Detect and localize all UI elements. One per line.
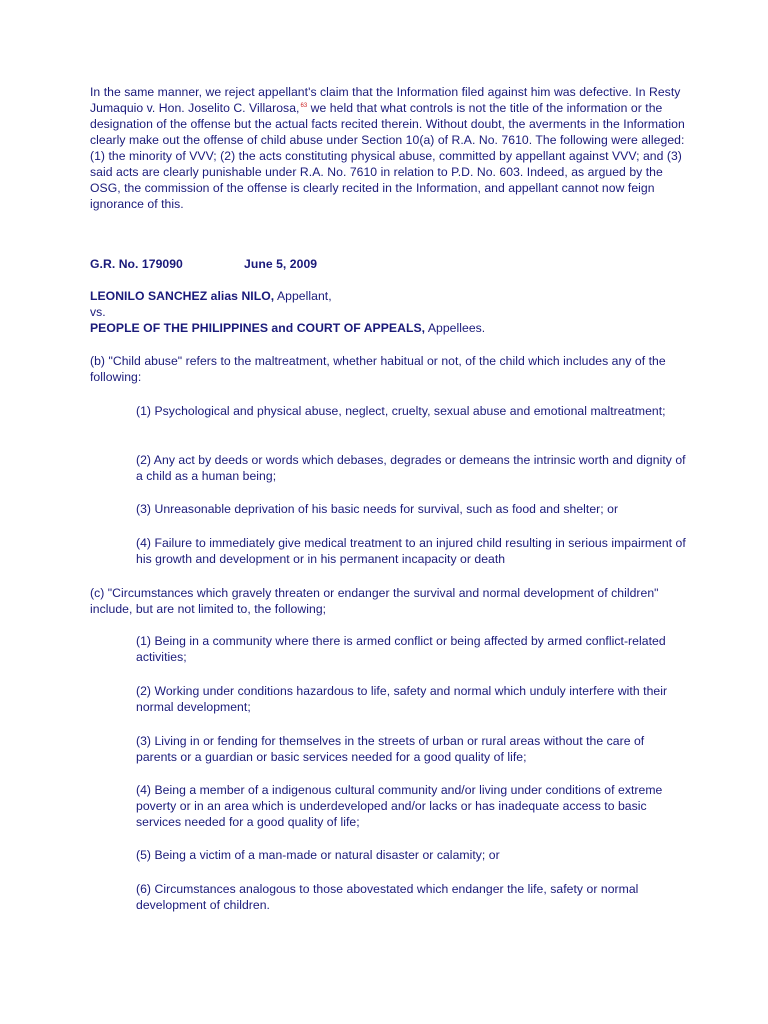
section-c-item: (1) Being in a community where there is armed conflict or being affected by armed conflict-related activities; (136, 634, 666, 664)
parties-block (90, 288, 690, 336)
section-b-item: (1) Psychological and physical abuse, neglect, cruelty, sexual abuse and emotional maltreatment; (136, 404, 666, 418)
appellant-name: LEONILO SANCHEZ alias NILO, (90, 289, 275, 303)
case-header (90, 256, 690, 272)
section-c-intro: (c) "Circumstances which gravely threaten or endanger the survival and normal development of children" include, but are not limited to, the following; (90, 586, 659, 616)
intro-paragraph (90, 84, 690, 212)
appellees-line (90, 320, 690, 336)
section-c-item: (3) Living in or fending for themselves in the streets of urban or rural areas without the care of parents or a guardian or basic services needed for a good quality of life; (136, 734, 645, 764)
section-b-item: (4) Failure to immediately give medical treatment to an injured child resulting in serious impairment of his growth and development or in his permanent incapacity or death (136, 536, 686, 566)
versus-label: vs. (90, 305, 106, 319)
case-date: June 5, 2009 (244, 257, 318, 271)
section-c-item: (4) Being a member of a indigenous cultural community and/or living under conditions of extreme poverty or in an area which is underdeveloped and/or lacks or has inadequate access to basic services needed for a good quality of life; (136, 783, 663, 829)
section-b-item: (3) Unreasonable deprivation of his basic needs for survival, such as food and shelter; or (136, 502, 619, 516)
appellant-line (90, 288, 690, 304)
intro-text-start: In the same manner, we reject appellant's claim that the Information filed against him was defective. In Resty Jumaquio v. Hon. Joselito C. Villarosa, (90, 85, 681, 115)
appellees-role: Appellees. (425, 321, 486, 335)
section-b-item: (2) Any act by deeds or words which debases, degrades or demeans the intrinsic worth and dignity of a child as a human being; (136, 453, 686, 483)
appellees-name: PEOPLE OF THE PHILIPPINES and COURT OF APPEALS, (90, 321, 426, 335)
section-b-intro: (b) "Child abuse" refers to the maltreatment, whether habitual or not, of the child which includes any of the following: (90, 354, 666, 384)
section-c-item: (2) Working under conditions hazardous to life, safety and normal which unduly interfere with their normal development; (136, 684, 668, 714)
footnote-link[interactable]: 63 (300, 102, 308, 109)
section-c-item: (5) Being a victim of a man-made or natural disaster or calamity; or (136, 848, 500, 862)
section-c-item: (6) Circumstances analogous to those abovestated which endanger the life, safety or normal development of children. (136, 882, 639, 912)
gr-number: G.R. No. 179090 (90, 257, 183, 271)
intro-text-end: we held that what controls is not the title of the information or the designation of the offense but the actual facts recited therein. Without doubt, the averments in the Information clearly make out the offense of child abuse under Section 10(a) of R.A. No. 7610. The following were alleged: (1) the minority of VVV; (2) the acts constituting physical abuse, committed by appellant against VVV; and (3) said acts are clearly punishable under R.A. No. 7610 in relation to P.D. No. 603. Indeed, as argued by the OSG, the commission of the offense is clearly recited in the Information, and appellant cannot now feign ignorance of this. (90, 101, 685, 211)
appellant-role: Appellant, (274, 289, 332, 303)
